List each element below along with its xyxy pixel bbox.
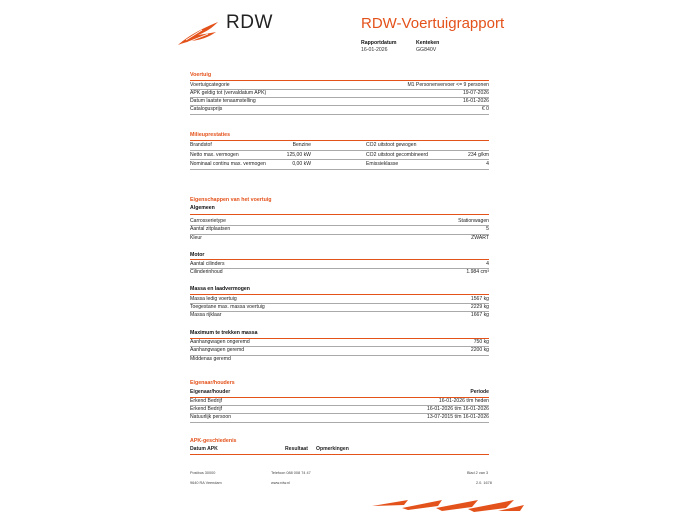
row-label: Toegestane max. massa voertuig (190, 303, 265, 310)
row-value: Benzine (292, 142, 311, 148)
subsection-title-massa: Massa en laadvermogen (190, 286, 250, 292)
row-label: Middenas geremd (190, 355, 231, 362)
row-label: Datum laatste tenaamstelling (190, 98, 256, 105)
kenteken-value: GG840V (416, 47, 437, 53)
rdw-logo-icon (176, 20, 222, 46)
table-row (190, 260, 489, 268)
row-value: 234 g/km (468, 151, 489, 158)
row-divider (190, 422, 489, 423)
row-value: € 0 (481, 106, 489, 113)
table-row (190, 225, 489, 233)
rapportdatum-value: 16-01-2026 (361, 47, 388, 53)
table-row (190, 217, 489, 225)
table-row (190, 141, 489, 150)
footer-version: 2.0. 1678 (476, 481, 492, 485)
row-value: 16-01-2026 t/m heden (438, 397, 489, 404)
table-row (190, 160, 489, 169)
row-value: 1567 kg (470, 295, 489, 302)
row-value: 5 (486, 226, 489, 233)
row-value: Stationwagen (458, 218, 489, 224)
row-value: 19-07-2026 (462, 89, 489, 96)
column-header: Resultaat (285, 446, 308, 452)
subsection-title-algemeen: Algemeen (190, 205, 215, 211)
table-row (190, 268, 489, 276)
table-row (190, 303, 489, 311)
subsection-title-trekken: Maximum te trekken massa (190, 330, 258, 336)
row-label: Voertuigcategorie (190, 81, 230, 88)
row-label: Natuurlijk persoon (190, 414, 232, 421)
column-header: Periode (470, 389, 489, 395)
table-row (190, 89, 489, 97)
decorative-stripes-icon (368, 496, 528, 514)
row-value: 13-07-2015 t/m 16-01-2026 (426, 414, 489, 421)
table-row (190, 295, 489, 303)
table-header-row (190, 445, 489, 454)
column-header: Eigenaar/houder (190, 389, 231, 395)
row-label: Emissieklasse (366, 161, 399, 168)
table-header-row (190, 388, 489, 396)
row-divider (190, 114, 489, 115)
row-label: Erkend Bedrijf (190, 397, 222, 404)
document-title: RDW-Voertuigrapport (361, 15, 505, 32)
row-value: ZWART (471, 234, 489, 241)
table-row (190, 311, 489, 319)
row-label: Kleur (190, 234, 202, 241)
row-label: Aantal zitplaatsen (190, 226, 231, 233)
section-title-eigenaren: Eigenaar/houders (190, 380, 235, 386)
table-row (190, 151, 489, 160)
table-row (190, 346, 489, 354)
row-label: Catalogusprijs (190, 106, 223, 113)
row-label: APK geldig tot (vervaldatum APK) (190, 89, 267, 96)
table-row (190, 413, 489, 421)
column-header: Datum APK (190, 446, 218, 452)
row-label: Aanhangwagen ongeremd (190, 339, 250, 345)
row-label: CO2 uitstoot gewogen (366, 142, 417, 148)
row-value: 0,00 kW (292, 161, 311, 168)
column-header: Opmerkingen (316, 446, 349, 452)
brand-name: RDW (226, 12, 273, 33)
footer-postcode: 9640 RA Veendam (190, 481, 222, 485)
table-row (190, 234, 489, 242)
row-label: Netto max. vermogen (190, 151, 239, 158)
row-value: 1.984 cm³ (466, 268, 489, 275)
row-label: Aantal cilinders (190, 260, 225, 267)
section-title-milieuprestaties: Milieuprestaties (190, 132, 231, 138)
table-row (190, 397, 489, 405)
footer-website: www.rdw.nl (271, 481, 290, 485)
row-value: 2200 kg (470, 347, 489, 354)
row-value: 4 (486, 161, 489, 168)
table-row (190, 81, 489, 89)
section-title-eigenschappen: Eigenschappen van het voertuig (190, 197, 272, 203)
row-label: Cilinderinhoud (190, 268, 223, 275)
row-value: 1667 kg (470, 312, 489, 319)
row-value: 16-01-2026 (462, 98, 489, 105)
row-value: 4 (486, 260, 489, 267)
row-value: M1 Personenvervoer <= 9 personen (407, 81, 489, 88)
row-value: 2229 kg (470, 303, 489, 310)
section-title-voertuig: Voertuig (190, 72, 212, 78)
row-divider (190, 169, 489, 170)
table-row (190, 338, 489, 346)
kenteken-label: Kenteken (416, 40, 440, 46)
row-value: 125,00 kW (286, 151, 311, 158)
footer-phone: Telefoon 088 008 74 47 (271, 471, 311, 475)
subsection-title-motor: Motor (190, 252, 205, 258)
section-title-apk: APK-geschiedenis (190, 438, 237, 444)
row-value: 16-01-2026 t/m 16-01-2026 (426, 406, 489, 413)
row-label: CO2 uitstoot gecombineerd (366, 151, 429, 158)
row-value: 750 kg (473, 339, 489, 345)
section-divider (190, 214, 489, 215)
row-label: Erkend Bedrijf (190, 406, 222, 413)
footer-address: Postbus 30000 (190, 471, 216, 475)
table-row (190, 97, 489, 105)
row-label: Nominaal continu max. vermogen (190, 161, 266, 168)
row-label: Brandstof (190, 142, 212, 148)
section-divider (190, 454, 489, 455)
row-label: Aanhangwagen geremd (190, 347, 245, 354)
table-row (190, 105, 489, 113)
rapportdatum-label: Rapportdatum (361, 40, 397, 46)
table-row (190, 355, 489, 363)
footer-page: Blad 2 van 3 (467, 471, 489, 475)
row-label: Massa ledig voertuig (190, 295, 237, 302)
row-label: Carrosserietype (190, 218, 226, 224)
table-row (190, 405, 489, 413)
row-label: Massa rijklaar (190, 312, 222, 319)
